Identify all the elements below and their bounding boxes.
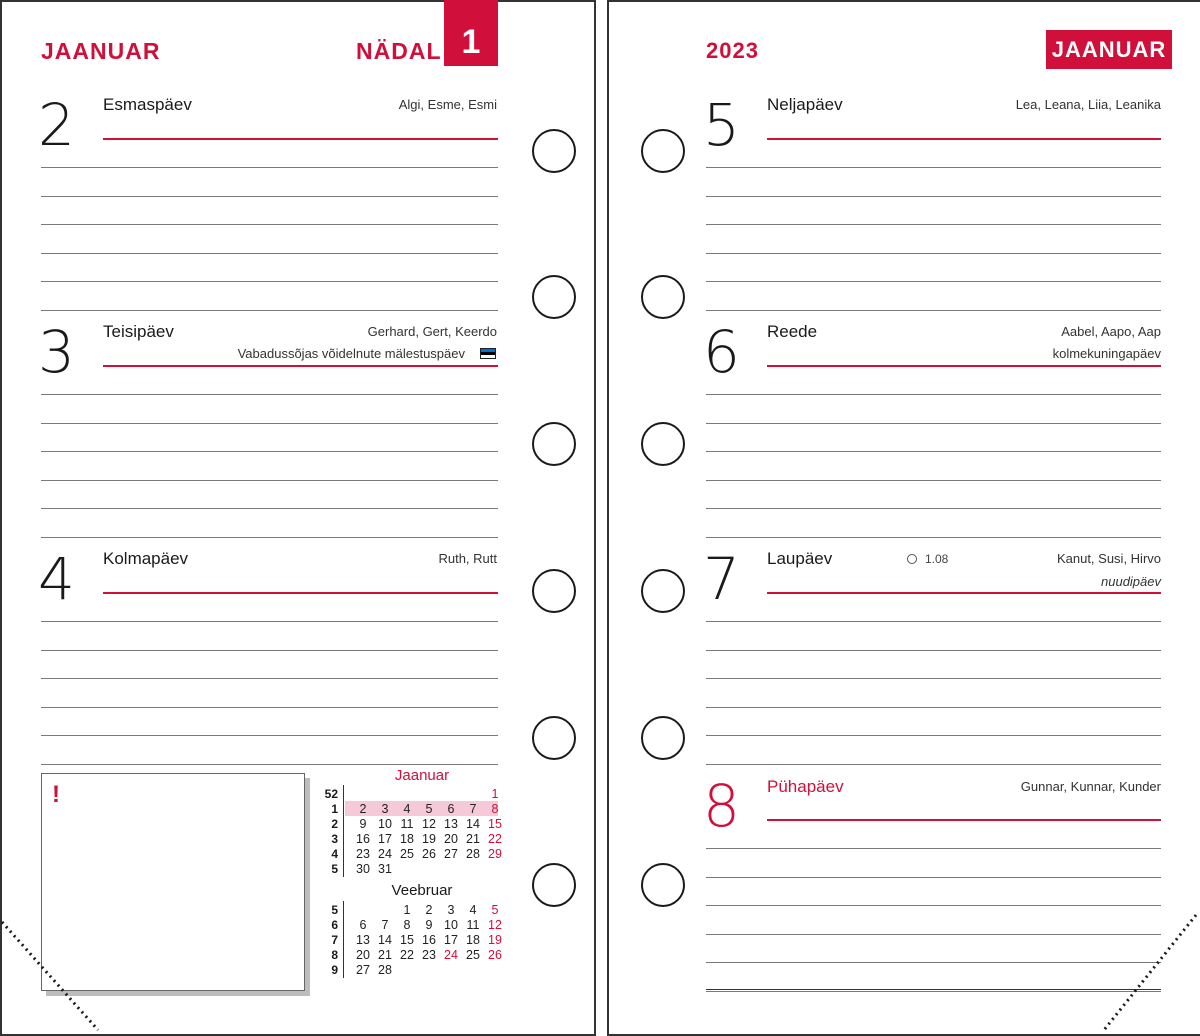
name-days: Algi, Esme, Esmi xyxy=(398,97,497,112)
binder-hole xyxy=(532,569,576,613)
right-page xyxy=(607,0,1200,1036)
day-number: 7 xyxy=(703,545,740,613)
ruled-line xyxy=(41,451,498,452)
name-days: Gunnar, Kunnar, Kunder xyxy=(1020,779,1161,794)
binder-hole xyxy=(532,275,576,319)
mini-calendar-day: 9 xyxy=(425,918,433,932)
mini-calendar-day: 26 xyxy=(422,847,436,861)
mini-calendar-day: 4 xyxy=(403,802,411,816)
mini-calendar-day: 25 xyxy=(400,847,414,861)
ruled-line xyxy=(706,848,1161,849)
mini-calendar-day: 21 xyxy=(466,832,480,846)
ruled-line xyxy=(706,508,1161,509)
mini-calendar-day: 6 xyxy=(447,802,455,816)
ruled-line xyxy=(706,224,1161,225)
mini-calendar-day: 12 xyxy=(488,918,502,932)
day-header-rule xyxy=(767,138,1161,140)
ruled-line xyxy=(706,167,1161,168)
binder-hole xyxy=(641,422,685,466)
day-number: 8 xyxy=(703,772,740,840)
name-days: Ruth, Rutt xyxy=(438,551,497,566)
holiday-label: nuudipäev xyxy=(1101,574,1161,589)
binder-hole xyxy=(641,863,685,907)
mini-calendar-divider xyxy=(343,901,344,978)
binder-hole xyxy=(532,863,576,907)
mini-calendar-day: 20 xyxy=(356,948,370,962)
mini-calendar-day: 28 xyxy=(466,847,480,861)
mini-calendar-day: 19 xyxy=(422,832,436,846)
ruled-line xyxy=(706,196,1161,197)
ruled-line xyxy=(706,423,1161,424)
mini-calendar-day: 31 xyxy=(378,862,392,876)
right-month-badge: JAANUAR xyxy=(1046,30,1172,69)
mini-calendar-day: 7 xyxy=(381,918,389,932)
mini-calendar-day: 26 xyxy=(488,948,502,962)
mini-calendar-day: 11 xyxy=(466,918,480,932)
mini-calendar-week-number: 2 xyxy=(331,817,338,831)
binder-hole xyxy=(532,129,576,173)
mini-calendar-day: 8 xyxy=(403,918,411,932)
binder-hole xyxy=(641,569,685,613)
mini-calendar-divider xyxy=(343,785,344,877)
moon-phase xyxy=(907,552,948,566)
mini-calendar-day: 12 xyxy=(422,817,436,831)
day-header-rule xyxy=(103,138,498,140)
ruled-line xyxy=(41,707,498,708)
note-exclamation-mark: ! xyxy=(52,781,60,808)
ruled-line xyxy=(41,167,498,168)
name-days: Lea, Leana, Liia, Leanika xyxy=(1015,97,1161,112)
day-number: 6 xyxy=(703,318,740,386)
mini-calendar-week-number: 8 xyxy=(331,948,338,962)
ruled-line xyxy=(41,621,498,622)
mini-calendar-day: 29 xyxy=(488,847,502,861)
mini-calendar-day: 27 xyxy=(356,963,370,977)
mini-calendar-day: 2 xyxy=(425,903,433,917)
ruled-line xyxy=(706,707,1161,708)
day-header-rule xyxy=(103,365,498,367)
binder-hole xyxy=(641,716,685,760)
year-title: 2023 xyxy=(706,38,759,63)
ruled-line xyxy=(41,508,498,509)
ruled-line xyxy=(706,934,1161,935)
day-header-rule xyxy=(767,819,1161,821)
note-box[interactable] xyxy=(41,773,305,991)
ruled-line xyxy=(706,989,1161,990)
ruled-line xyxy=(706,451,1161,452)
ruled-line xyxy=(706,394,1161,395)
mini-calendar-day: 22 xyxy=(400,948,414,962)
day-name: Esmaspäev xyxy=(103,95,192,114)
mini-calendar-day: 15 xyxy=(488,817,502,831)
ruled-line xyxy=(41,650,498,651)
ruled-line xyxy=(706,678,1161,679)
ruled-line xyxy=(706,650,1161,651)
name-days: Kanut, Susi, Hirvo xyxy=(1056,551,1161,566)
mini-calendar-day: 14 xyxy=(378,933,392,947)
mini-calendar-day: 5 xyxy=(491,903,499,917)
mini-calendar-day: 17 xyxy=(378,832,392,846)
binder-hole xyxy=(532,422,576,466)
mini-calendar-day: 16 xyxy=(356,832,370,846)
mini-calendar-day: 24 xyxy=(444,948,458,962)
holiday-label: kolmekuningapäev xyxy=(1052,346,1161,361)
ruled-line xyxy=(41,537,498,538)
binder-hole xyxy=(641,275,685,319)
holiday-label: Vabadussõjas võidelnute mälestuspäev xyxy=(237,346,465,361)
ruled-line xyxy=(41,224,498,225)
mini-calendar-week-number: 4 xyxy=(331,847,338,861)
ruled-line xyxy=(706,877,1161,878)
left-month-title: JAANUAR xyxy=(41,38,161,64)
week-label: NÄDAL xyxy=(356,38,442,64)
mini-calendar-day: 6 xyxy=(359,918,367,932)
ruled-line xyxy=(41,394,498,395)
ruled-line xyxy=(41,764,498,765)
moon-phase-icon xyxy=(907,554,917,564)
flag-icon xyxy=(480,348,496,359)
mini-calendar-day: 17 xyxy=(444,933,458,947)
mini-calendar-day: 9 xyxy=(359,817,367,831)
mini-calendar-day: 2 xyxy=(359,802,367,816)
mini-calendar-day: 11 xyxy=(400,817,414,831)
day-name: Reede xyxy=(767,322,818,341)
mini-calendar-day: 1 xyxy=(403,903,411,917)
mini-calendar-day: 13 xyxy=(356,933,370,947)
mini-calendar-week-number: 6 xyxy=(331,918,338,932)
ruled-line xyxy=(41,196,498,197)
ruled-line xyxy=(706,962,1161,963)
mini-calendar-day: 30 xyxy=(356,862,370,876)
day-name: Laupäev xyxy=(767,549,833,568)
mini-calendar-day: 7 xyxy=(469,802,477,816)
ruled-line xyxy=(41,678,498,679)
mini-calendar-day: 28 xyxy=(378,963,392,977)
ruled-line xyxy=(706,991,1161,992)
mini-calendar-day: 1 xyxy=(491,787,499,801)
ruled-line xyxy=(706,281,1161,282)
mini-calendar-title: Jaanuar xyxy=(394,767,450,784)
mini-calendar-week-number: 5 xyxy=(331,862,338,876)
mini-calendar-day: 13 xyxy=(444,817,458,831)
ruled-line xyxy=(706,310,1161,311)
mini-calendar-day: 8 xyxy=(491,802,499,816)
moon-phase-time: 1.08 xyxy=(925,552,949,566)
mini-calendar-day: 24 xyxy=(378,847,392,861)
ruled-line xyxy=(706,537,1161,538)
mini-calendar-week-number: 52 xyxy=(324,787,338,801)
ruled-line xyxy=(706,621,1161,622)
day-name: Kolmapäev xyxy=(103,549,189,568)
mini-calendar-day: 19 xyxy=(488,933,502,947)
day-name: Pühapäev xyxy=(767,777,844,796)
binder-hole xyxy=(641,129,685,173)
ruled-line xyxy=(41,310,498,311)
mini-calendar-day: 18 xyxy=(466,933,480,947)
ruled-line xyxy=(41,253,498,254)
mini-calendar-week-number: 3 xyxy=(331,832,338,846)
name-days: Aabel, Aapo, Aap xyxy=(1061,324,1161,339)
mini-calendar-day: 10 xyxy=(378,817,392,831)
mini-calendar-week-number: 5 xyxy=(331,903,338,917)
day-name: Teisipäev xyxy=(103,322,174,341)
mini-calendar-day: 3 xyxy=(447,903,455,917)
name-days: Gerhard, Gert, Keerdo xyxy=(367,324,497,339)
mini-calendar-day: 23 xyxy=(422,948,436,962)
mini-calendar-day: 15 xyxy=(400,933,414,947)
day-header-rule xyxy=(767,365,1161,367)
mini-calendar-day: 20 xyxy=(444,832,458,846)
ruled-line xyxy=(706,764,1161,765)
mini-calendar-day: 5 xyxy=(425,802,433,816)
day-header-rule xyxy=(103,592,498,594)
ruled-line xyxy=(706,905,1161,906)
ruled-line xyxy=(706,253,1161,254)
mini-calendar-week-number: 1 xyxy=(331,802,338,816)
day-number: 3 xyxy=(38,318,75,386)
ruled-line xyxy=(41,735,498,736)
mini-calendar-week-number: 7 xyxy=(331,933,338,947)
ruled-line xyxy=(41,281,498,282)
mini-calendar-day: 10 xyxy=(444,918,458,932)
week-number-badge: 1 xyxy=(444,0,498,66)
mini-calendar-day: 4 xyxy=(469,903,477,917)
mini-calendar-day: 21 xyxy=(378,948,392,962)
mini-calendar-day: 25 xyxy=(466,948,480,962)
mini-calendar-day: 3 xyxy=(381,802,389,816)
day-name: Neljapäev xyxy=(767,95,843,114)
ruled-line xyxy=(706,735,1161,736)
mini-calendar-day: 16 xyxy=(422,933,436,947)
mini-calendar-day: 18 xyxy=(400,832,414,846)
mini-calendar-week-number: 9 xyxy=(331,963,338,977)
binder-hole xyxy=(532,716,576,760)
day-number: 2 xyxy=(38,91,75,159)
day-number: 4 xyxy=(38,545,75,613)
day-header-rule xyxy=(767,592,1161,594)
mini-calendar-title: Veebruar xyxy=(391,882,453,899)
mini-calendar-day: 23 xyxy=(356,847,370,861)
ruled-line xyxy=(706,480,1161,481)
mini-calendar-day: 27 xyxy=(444,847,458,861)
day-number: 5 xyxy=(703,91,740,159)
mini-calendar-day: 14 xyxy=(466,817,480,831)
ruled-line xyxy=(41,423,498,424)
mini-calendar-day: 22 xyxy=(488,832,502,846)
ruled-line xyxy=(41,480,498,481)
